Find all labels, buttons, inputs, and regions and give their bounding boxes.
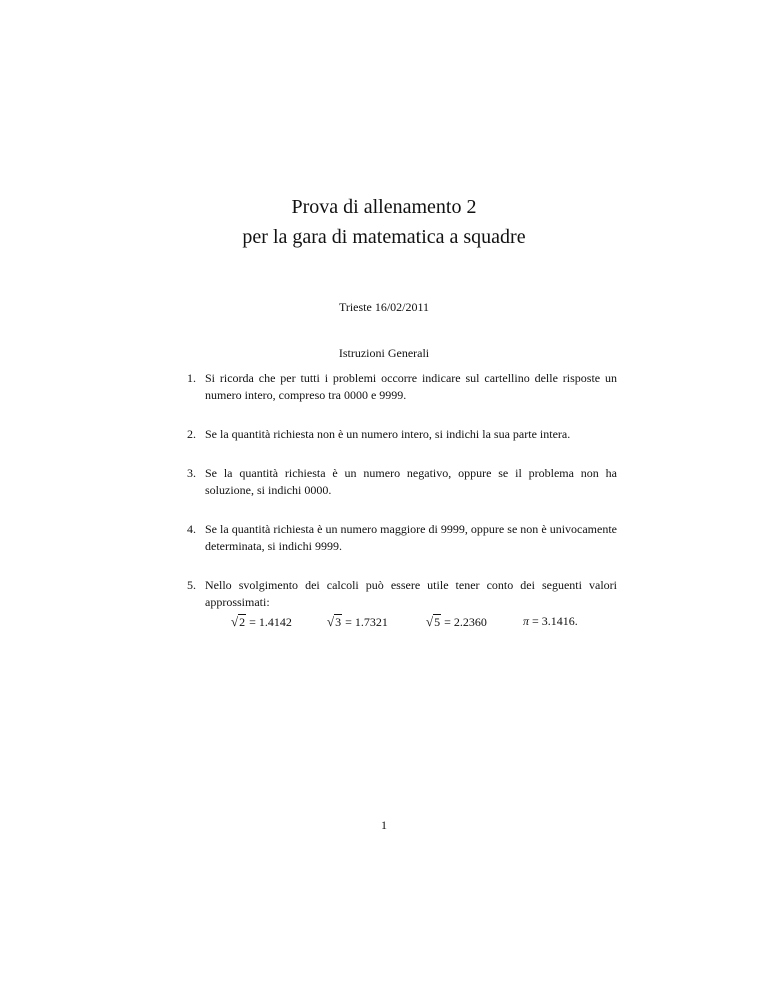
item-number: 4. xyxy=(187,522,196,536)
approx-value: = 1.7321 xyxy=(345,615,388,629)
item-text: Se la quantità richiesta non è un numero intero, si indichi la sua parte intera. xyxy=(205,427,571,441)
radicand: 3 xyxy=(335,615,342,629)
item-text: Nello svolgimento dei calcoli può essere utile tener conto dei seguenti valori approssimati: xyxy=(205,578,617,609)
instruction-item xyxy=(187,521,617,555)
approx-value: = 2.2360 xyxy=(444,615,487,629)
item-number: 5. xyxy=(187,578,196,592)
approx-value: = 3.1416. xyxy=(532,614,578,628)
sqrt-expression xyxy=(426,614,441,630)
approx-value-sqrt3 xyxy=(327,614,388,630)
sqrt-expression xyxy=(231,614,246,630)
section-heading: Istruzioni Generali xyxy=(338,346,430,360)
item-text: Si ricorda che per tutti i problemi occorre indicare sul cartellino delle risposte un numero intero, compreso tra 0000 e 9999. xyxy=(205,371,617,402)
approx-value-sqrt2 xyxy=(231,614,292,630)
sqrt-sign: √ xyxy=(231,614,239,629)
instruction-item xyxy=(187,370,617,404)
radicand: 5 xyxy=(434,615,441,629)
instruction-item xyxy=(187,577,617,611)
instruction-item xyxy=(187,465,617,499)
instructions-list xyxy=(187,370,617,611)
title-line-2: per la gara di matematica a squadre xyxy=(242,226,526,248)
sqrt-sign: √ xyxy=(426,614,434,629)
page-title xyxy=(0,192,768,252)
item-text: Se la quantità richiesta è un numero maggiore di 9999, oppure se non è univocamente determinata, si indichi 9999. xyxy=(205,522,617,553)
sqrt-sign: √ xyxy=(327,614,335,629)
title-line-1: Prova di allenamento 2 xyxy=(291,196,477,218)
approx-value: = 1.4142 xyxy=(249,615,292,629)
pi-symbol: π xyxy=(523,614,530,628)
item-number: 3. xyxy=(187,466,196,480)
date-line: Trieste 16/02/2011 xyxy=(338,300,430,314)
approx-value-pi xyxy=(523,614,578,629)
sqrt-expression xyxy=(327,614,342,630)
item-text: Se la quantità richiesta è un numero negativo, oppure se il problema non ha soluzione, si indichi 0000. xyxy=(205,466,617,497)
radicand: 2 xyxy=(239,615,246,629)
page-number: 1 xyxy=(381,818,387,832)
item-number: 2. xyxy=(187,427,196,441)
approx-values-row xyxy=(0,614,768,636)
approx-value-sqrt5 xyxy=(426,614,487,630)
instruction-item xyxy=(187,426,617,443)
item-number: 1. xyxy=(187,371,196,385)
